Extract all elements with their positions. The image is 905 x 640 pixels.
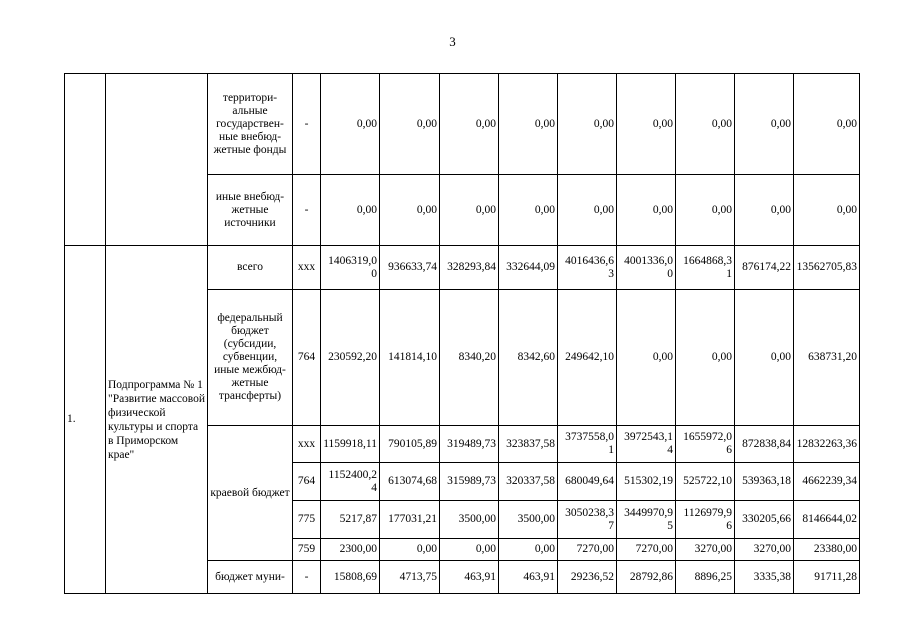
code-cell: - <box>293 175 321 246</box>
value-cell: 1126979,96 <box>676 501 735 539</box>
value-cell: 0,00 <box>735 74 794 175</box>
value-cell: 463,91 <box>440 561 499 594</box>
value-cell: 0,00 <box>676 74 735 175</box>
value-cell: 525722,10 <box>676 463 735 501</box>
value-cell: 320337,58 <box>499 463 558 501</box>
value-cell: 28792,86 <box>617 561 676 594</box>
value-cell: 0,00 <box>617 74 676 175</box>
code-cell: xxx <box>293 246 321 290</box>
subprogram-name: Подпрограмма № 1 "Развитие массовой физической культуры и спорта в Приморском крае" <box>106 246 208 594</box>
value-cell: 332644,09 <box>499 246 558 290</box>
value-cell: 0,00 <box>794 175 860 246</box>
table-row-territorial-funds <box>65 74 860 175</box>
code-cell: - <box>293 74 321 175</box>
code-cell: xxx <box>293 426 321 463</box>
value-cell: 539363,18 <box>735 463 794 501</box>
code-cell: 764 <box>293 290 321 426</box>
value-cell: 8896,25 <box>676 561 735 594</box>
value-cell: 0,00 <box>321 175 380 246</box>
code-cell: 764 <box>293 463 321 501</box>
value-cell: 872838,84 <box>735 426 794 463</box>
value-cell: 330205,66 <box>735 501 794 539</box>
source-cell: иные внебюд-жетные источники <box>208 175 293 246</box>
value-cell: 3500,00 <box>499 501 558 539</box>
value-cell: 2300,00 <box>321 539 380 561</box>
index-cell-empty <box>65 74 106 246</box>
value-cell: 0,00 <box>440 539 499 561</box>
code-cell: - <box>293 561 321 594</box>
value-cell: 0,00 <box>321 74 380 175</box>
value-cell: 0,00 <box>380 175 440 246</box>
value-cell: 0,00 <box>735 175 794 246</box>
name-cell-empty <box>106 74 208 246</box>
value-cell: 3050238,37 <box>558 501 617 539</box>
value-cell: 0,00 <box>499 74 558 175</box>
value-cell: 613074,68 <box>380 463 440 501</box>
value-cell: 0,00 <box>558 74 617 175</box>
value-cell: 463,91 <box>499 561 558 594</box>
value-cell: 23380,00 <box>794 539 860 561</box>
value-cell: 8342,60 <box>499 290 558 426</box>
subprogram-index: 1. <box>65 246 106 594</box>
value-cell: 1406319,00 <box>321 246 380 290</box>
value-cell: 0,00 <box>558 175 617 246</box>
value-cell: 319489,73 <box>440 426 499 463</box>
value-cell: 7270,00 <box>617 539 676 561</box>
value-cell: 0,00 <box>380 539 440 561</box>
value-cell: 0,00 <box>380 74 440 175</box>
value-cell: 0,00 <box>499 175 558 246</box>
source-cell: бюджет муни- <box>208 561 293 594</box>
value-cell: 1152400,24 <box>321 463 380 501</box>
value-cell: 1655972,06 <box>676 426 735 463</box>
page-number: 3 <box>449 34 456 49</box>
value-cell: 4713,75 <box>380 561 440 594</box>
value-cell: 0,00 <box>617 290 676 426</box>
value-cell: 8340,20 <box>440 290 499 426</box>
value-cell: 5217,87 <box>321 501 380 539</box>
code-cell: 775 <box>293 501 321 539</box>
source-cell: всего <box>208 246 293 290</box>
value-cell: 323837,58 <box>499 426 558 463</box>
value-cell: 15808,69 <box>321 561 380 594</box>
value-cell: 0,00 <box>617 175 676 246</box>
table-row-total <box>65 246 860 290</box>
source-cell: краевой бюджет <box>208 426 293 561</box>
value-cell: 0,00 <box>676 175 735 246</box>
value-cell: 29236,52 <box>558 561 617 594</box>
value-cell: 4016436,63 <box>558 246 617 290</box>
value-cell: 0,00 <box>499 539 558 561</box>
value-cell: 3737558,01 <box>558 426 617 463</box>
value-cell: 3449970,95 <box>617 501 676 539</box>
value-cell: 936633,74 <box>380 246 440 290</box>
value-cell: 3270,00 <box>735 539 794 561</box>
value-cell: 638731,20 <box>794 290 860 426</box>
value-cell: 3500,00 <box>440 501 499 539</box>
value-cell: 0,00 <box>440 74 499 175</box>
value-cell: 7270,00 <box>558 539 617 561</box>
value-cell: 876174,22 <box>735 246 794 290</box>
value-cell: 790105,89 <box>380 426 440 463</box>
value-cell: 177031,21 <box>380 501 440 539</box>
value-cell: 3270,00 <box>676 539 735 561</box>
budget-table <box>64 73 860 594</box>
value-cell: 1159918,11 <box>321 426 380 463</box>
value-cell: 0,00 <box>440 175 499 246</box>
value-cell: 3335,38 <box>735 561 794 594</box>
value-cell: 0,00 <box>676 290 735 426</box>
value-cell: 0,00 <box>794 74 860 175</box>
value-cell: 680049,64 <box>558 463 617 501</box>
source-cell: территори-альные государствен-ные внебюд-жетные фонды <box>208 74 293 175</box>
value-cell: 230592,20 <box>321 290 380 426</box>
value-cell: 12832263,36 <box>794 426 860 463</box>
code-cell: 759 <box>293 539 321 561</box>
value-cell: 13562705,83 <box>794 246 860 290</box>
value-cell: 328293,84 <box>440 246 499 290</box>
value-cell: 4662239,34 <box>794 463 860 501</box>
value-cell: 91711,28 <box>794 561 860 594</box>
value-cell: 141814,10 <box>380 290 440 426</box>
value-cell: 515302,19 <box>617 463 676 501</box>
value-cell: 3972543,14 <box>617 426 676 463</box>
value-cell: 249642,10 <box>558 290 617 426</box>
value-cell: 0,00 <box>735 290 794 426</box>
value-cell: 4001336,00 <box>617 246 676 290</box>
source-cell: федеральный бюджет (субсидии, субвенции, иные межбюд-жетные трансферты) <box>208 290 293 426</box>
value-cell: 8146644,02 <box>794 501 860 539</box>
value-cell: 315989,73 <box>440 463 499 501</box>
value-cell: 1664868,31 <box>676 246 735 290</box>
